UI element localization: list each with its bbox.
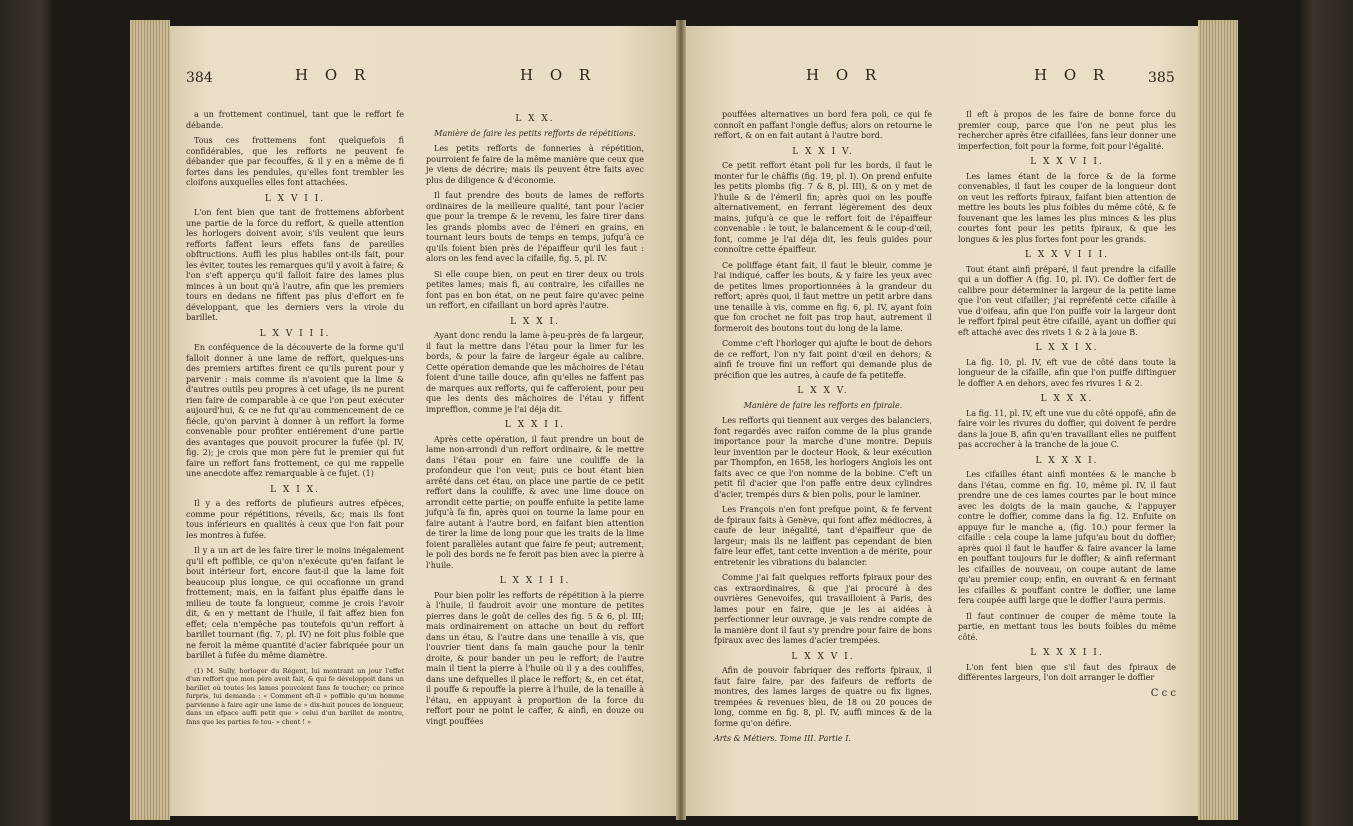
paragraph: Les refforts qui tiennent aux verges des balanciers, font regardés avec raifon comme de la plus grande importance pour la marche d'une montre. Depuis leur invention par le docteur Hook, & leur exécution par Thompfon, en 1658, les horlogers Anglois les ont faits avec ce que l'on nomme de la bobine. C'eft un petit fil d'acier que l'on paffe entre deux cylindres d'acier, trempés durs & bien polis, pour le laminer. xyxy=(714,416,932,499)
section-number: L X X V. xyxy=(797,386,849,396)
left-page xyxy=(170,26,676,816)
left-column-1 xyxy=(186,110,404,731)
section-title: Manière de faire les petits refforts de répétitions. xyxy=(434,128,636,138)
paragraph: Il faut continuer de couper de même toute la partie, en mettant tous les bouts foibles du même côté. xyxy=(958,611,1176,642)
section-number: L X V I I. xyxy=(264,193,326,204)
paragraph: Les lames étant de la force & de la forme convenables, il faut les couper de la longueur dont on veut les refforts fpiraux, faifant bien attention de mettre les bouts les plus foibles du même côté, & fe fouvenant que les lames les plus minces & les plus courtes font pour les petits fpiraux, & que les longues & les plus fortes font pour les grands. xyxy=(958,171,1176,244)
paragraph: Après cette opération, il faut prendre un bout de lame non-arrondi d'un reffort ordinaire, & le mettre dans l'étau pour en faire une couliffe de la profondeur que l'on veut; puis ce bout étant bien arrêté dans cet étau, on place une partie de ce petit reffort dans la couliffe, & avec une lime douce on arrondit cette partie; on pouffe enfuite la petite lame jufqu'à fa fin, après quoi on tourne la lame pour en faire autant à l'autre bord, en faifant bien attention de tirer la lime de long pour que les traits de la lime foient parallèles autant que faire fe peut; autrement, le poli des bords ne fe feroit pas bien avec la pierre à l'huile. xyxy=(426,434,644,570)
section-number: L X X I I. xyxy=(504,420,566,430)
left-page-edges xyxy=(130,20,170,820)
paragraph: pouffées alternatives un bord fera poli, ce qui fe connoît en paffant l'ongle deffus; alors on retourne le reffort, & on en fait autant à l'autre bord. xyxy=(714,110,932,140)
section-number: L X X I V. xyxy=(792,146,854,157)
footnote: (1) M. Sully, horloger du Régent, lui montrant un jour l'effet d'un reffort que mon père avoit fait, & qui fe développoit dans un barillet où toutes les lames pouvoient fans fe toucher; ce prince furpris, lui demanda : « Comment eft-il » poffible qu'un homme parvienne à faire agir une lame de » dix-huit pouces de longueur, dans un efpace auffi petit que » celui d'un barillet de montre, fans que les parties fe tou- » chent ! » xyxy=(186,666,404,726)
signature-mark: C c c xyxy=(1150,687,1176,699)
left-page-number: 384 xyxy=(186,70,213,86)
paragraph: Il eft à propos de les faire de bonne force du premier coup, parce que l'on ne peut plus les rechercher après être cifaillées, fans leur donner une imperfection, foit pour la forme, foit pour l'égalité. xyxy=(958,110,1176,151)
right-column-1 xyxy=(714,110,932,750)
paragraph: Les cifailles étant ainfi montées & le manche b dans l'étau, comme en fig. 10, même pl. IV, il faut prendre une de ces lames courtes par le bout mince avec les doigts de la main gauche, & l'appuyer contre le doffier, comme dans la fig. 12. Enfuite on appuye fur le manche a, (fig. 10.) pour fermer la cifaille : cela coupe la lame jufqu'au bout du doffier; après quoi il faut le hauffer & faire avancer la lame en pouffant toujours fur le doffier; & ainfi refermant les cifailles de nouveau, on coupe autant de lame qu'au premier coup; enfin, en ouvrant & en fermant les cifailles & pouffant contre le doffier, une lame fera coupée auffi large que le doffier l'aura permis. xyxy=(958,470,1176,605)
section-number: L X X. xyxy=(515,114,555,124)
section-number: L X V I I I. xyxy=(259,328,331,339)
right-page-edges xyxy=(1198,20,1238,820)
paragraph: Il y a des refforts de plufieurs autres efpèces, comme pour répétitions, réveils, &c; mais ils font tous inférieurs en qualités à ceux que l'on fait pour les montres à fufée. xyxy=(186,499,404,540)
book-gutter xyxy=(676,20,686,820)
right-page-number: 385 xyxy=(1148,70,1175,86)
page-footer: Arts & Métiers. Tome III. Partie I. xyxy=(714,734,851,743)
right-running-head-col2: H O R xyxy=(1034,66,1111,84)
left-running-head-col1: H O R xyxy=(295,66,372,84)
paragraph: La fig. 11, pl. IV, eft une vue du côté oppofé, afin de faire voir les rivures du doffier, qui doivent fe perdre dans la joue B, afin qu'en travaillant elles ne puiffent pas accrocher à la tranche de la joue C. xyxy=(958,408,1176,449)
paragraph: Ce poliffage étant fait, il faut le bleuir, comme je l'ai indiqué, caffer les bouts, & y faire les yeux avec de petites limes proportionnées à la grandeur du reffort; après quoi, il faut mettre un petit arbre dans une tenaille à vis, comme en fig. 6, pl. IV, ayant foin que fon crochet ne foit pas trop haut, autrement il formeroit des boutons tout du long de la lame. xyxy=(714,260,932,333)
paragraph: Afin de pouvoir fabriquer des refforts fpiraux, il faut faire faire, par des faifeurs de refforts de montres, des lames larges de quatre ou fix lignes, trempées & revenues bleu, de 18 ou 20 pouces de long, comme en fig. 8, pl. IV, auffi minces & de la forme qu'on défire. xyxy=(714,666,932,728)
paragraph: Comme c'eft l'horloger qui ajufte le bout de dehors de ce reffort, l'on n'y fait point d'œil en dehors; & ainfi fe trouve fini un reffort qui demande plus de précifion que les autres, à caufe de fa petiteffe. xyxy=(714,339,932,380)
paragraph: Les François n'en font prefque point, & fe fervent de fpiraux faits à Genève, qui font affez médiocres, à caufe de leur inégalité, tant d'épaiffeur que de largeur; mais ils ne laiffent pas cependant de bien faire leur effet, tant cette invention a de mérite, pour entretenir les vibrations du balancier. xyxy=(714,505,932,567)
paragraph: En conféquence de la découverte de la forme qu'il falloit donner à une lame de reffort, quelques-uns des premiers artiftes firent ce qu'ils purent pour y parvenir : mais comme ils n'avoient que la lime & d'autres outils peu propres à cet ufage, ils ne purent rien faire de comparable à ce que l'on peut exécuter aujourd'hui, & ce ne fut qu'au commencement de ce fiécle, qu'on parvint à donner à un reffort la forme convenable pour profiter entiérement d'une partie des avantages que pouvoit procurer la fufée (pl. IV, fig. 2); je crois que mon père fut le premier qui fut faire un reffort fans frottement, ce qui me rappelle une anecdote affez remarquable à ce fujet. (1) xyxy=(186,343,404,478)
right-column-2 xyxy=(958,110,1176,704)
section-number: L X I X. xyxy=(270,484,320,495)
right-running-head-col1: H O R xyxy=(806,66,883,84)
section-title: Manière de faire les refforts en fpirale. xyxy=(743,400,903,410)
right-page xyxy=(686,26,1198,816)
paragraph: Comme j'ai fait quelques refforts fpiraux pour des cas extraordinaires, & que j'ai procuré à des ouvrières Genevoifes, qui travailloient à Paris, des lames pour en faire, que je les ai aidées à perfectionner leur ouvrage, je vais rendre compte de la manière dont il faut s'y prendre pour faire de bons fpiraux avec des lames d'acier trempées. xyxy=(714,573,932,645)
section-number: L X X V I. xyxy=(791,651,855,662)
section-number: L X X X. xyxy=(1040,394,1094,404)
section-number: L X X I. xyxy=(510,316,560,327)
left-column-2 xyxy=(426,110,644,732)
paragraph: Ce petit reffort étant poli fur les bords, il faut le monter fur le châffis (fig. 19, pl. I). On prend enfuite les petits plombs (fig. 7 & 8, pl. III), & on y met de l'huile & de l'émeril fin; après quoi on les pouffe alternativement, en ferrant légèrement des deux mains, jufqu'à ce que le reffort foit de l'épaiffeur convenable : le tout, le balancement & le coup-d'œil, font, comme je l'ai déja dit, les feuls guides pour connoître cette épaiffeur. xyxy=(714,161,932,254)
paragraph: Les petits refforts de fonneries à répétition, pourroient fe faire de la même manière que ceux que je viens de décrire; mais ils peuvent être faits avec plus de diligence & d'économie. xyxy=(426,144,644,185)
section-number: L X X I I I. xyxy=(499,576,571,586)
paragraph: Si elle coupe bien, on peut en tirer deux ou trois petites lames; mais fi, au contraire, les cifailles ne font pas en bon état, on ne peut faire qu'avec peine un reffort, en cifaillant un bord après l'autre. xyxy=(426,269,644,310)
section-number: L X X X I. xyxy=(1035,455,1099,466)
section-number: L X X I X. xyxy=(1035,343,1099,353)
paragraph: L'on fent bien que s'il faut des fpiraux de différentes largeurs, l'on doit arranger le doffier xyxy=(958,662,1176,682)
section-number: L X X V I I I. xyxy=(1025,250,1109,260)
paragraph: Il y a un art de les faire tirer le moins inégalement qu'il eft poffible, ce qu'on n'exécute qu'en faifant le bout intérieur fort, encore faut-il que la lame foit beaucoup plus longue, ce qui occafionne un grand frottement; mais, en la faifant plus épaiffe dans le milieu de toute fa longueur, comme je crois l'avoir dit, & en y mettant de l'huile, il fait affez bien fon effet; cela n'empêche pas toutefois qu'un reffort à barillet tournant (fig. 7, pl. IV) ne foit plus foible que ne feroit la même quantité d'acier fabriquée pour un barillet à fufée du même diamètre. xyxy=(186,546,404,660)
paragraph: Tous ces frottemens font quelquefois fi confidérables, que les refforts ne peuvent fe débander que par fecouffes, & il y en a même de fi fortes dans les pendules, qu'elles font trembler les cloifons auxquelles elles font attachées. xyxy=(186,136,404,187)
paragraph: a un frottement continuel, tant que le reffort fe débande. xyxy=(186,110,404,130)
paragraph: Tout étant ainfi préparé, il faut prendre la cifaille qui a un doffier A (fig. 10, pl. IV). Ce doffier fert de calibre pour déterminer la largeur de la petite lame que l'on veut cifailler; j'ai repréfenté cette cifaille à vue d'oifeau, afin que l'on puiffe voir la largeur dont le reffort fpiral peut être cifaillé, ayant un doffier qui eft attaché avec des rivets 1 & 2 à la joue B. xyxy=(958,264,1176,337)
paragraph: La fig. 10, pl. IV, eft vue de côté dans toute la longueur de la cifaille, afin que l'on puiffe diftinguer le doffier A en dehors, avec fes rivures 1 & 2. xyxy=(958,357,1176,388)
section-number: L X X V I I. xyxy=(1030,157,1104,167)
paragraph: Ayant donc rendu la lame à-peu-près de fa largeur, il faut la mettre dans l'étau pour la limer fur les bords, & pour la faire de largeur égale au calibre. Cette opération demande que les mâchoires de l'étau foient d'une taille douce, afin qu'elles ne faffent pas de marques aux refforts, qui fe cafferoient, pour peu que les dents des mâchoires de l'étau y fiffent impreffion, comme je l'ai déja dit. xyxy=(426,331,644,414)
section-number: L X X X I I. xyxy=(1030,648,1104,658)
paragraph: L'on fent bien que tant de frottemens abforbent une partie de la force du reffort, & quelle attention les horlogers doivent avoir, s'ils veulent que leurs refforts faffent leurs effets fans de pareilles obftructions. Auffi les plus habiles ont-ils fait, pour les éviter, toutes les remarques qu'il y avoit à faire; & l'on s'eft apperçu qu'il falloit faire des lames plus minces à un bout qu'à l'autre, afin que les premiers tours en dedans ne fiffent pas plus d'effort en fe développant, que les derniers vers la virole du barillet. xyxy=(186,208,404,322)
paragraph: Pour bien polir les refforts de répétition à la pierre à l'huile, il faudroit avoir une monture de petites pierres dans le goût de celles des fig. 5 & 6, pl. III; mais ordinairement on attache un bout du reffort dans un étau, & l'autre dans une tenaille à vis, que l'ouvrier tient dans fa main gauche pour la tenir droite, & pour bander un peu le reffort; de l'autre main il tient la pierre à l'huile où il y a des couliffes, dans une defquelles il place le reffort; &, en cet état, il pouffe & repouffe la pierre à l'huile, de la tenaille à l'étau, en appuyant à proportion de la force du reffort pour ne point le caffer, & ainfi, en douze ou vingt pouffées xyxy=(426,590,644,726)
left-running-head-col2: H O R xyxy=(520,66,597,84)
paragraph: Il faut prendre des bouts de lames de refforts ordinaires de la meilleure qualité, tant pour l'acier que pour la trempe & le revenu, les faire tirer dans les grands plombs avec de l'émeri en grains, en tournant leurs bouts de temps en temps, jufqu'à ce qu'ils foient bien près de l'épaiffeur qu'il les faut : alors on les fend avec la cifaille, fig. 5, pl. IV. xyxy=(426,191,644,263)
